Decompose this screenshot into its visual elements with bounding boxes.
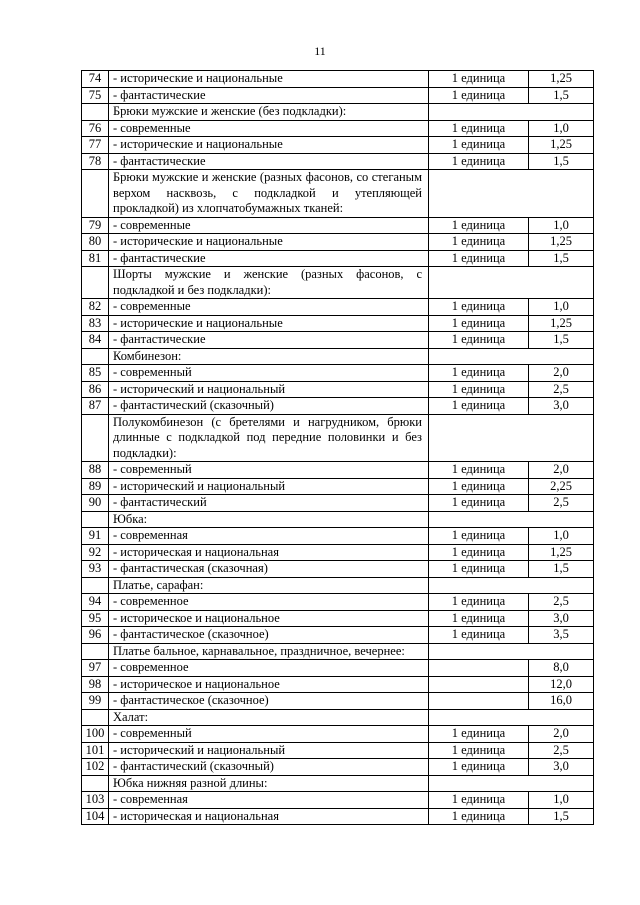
row-number: 81	[82, 250, 109, 267]
table-row	[82, 381, 594, 398]
row-number: 94	[82, 594, 109, 611]
row-number: 90	[82, 495, 109, 512]
item-name: - фантастический (сказочный)	[109, 398, 429, 415]
row-number: 97	[82, 660, 109, 677]
table-row	[82, 153, 594, 170]
section-header-row	[82, 709, 594, 726]
section-header-row	[82, 267, 594, 299]
item-name: - фантастический (сказочный)	[109, 759, 429, 776]
unit-cell	[429, 643, 594, 660]
unit-cell: 1 единица	[429, 462, 529, 479]
item-name: - историческая и национальная	[109, 544, 429, 561]
row-number: 76	[82, 120, 109, 137]
coefficient-value: 1,0	[529, 792, 594, 809]
row-number-cell	[82, 775, 109, 792]
unit-cell: 1 единица	[429, 299, 529, 316]
section-header-text: Шорты мужские и женские (разных фасонов, с подкладкой и без подкладки):	[109, 267, 429, 299]
item-name: - фантастическая (сказочная)	[109, 561, 429, 578]
unit-cell: 1 единица	[429, 315, 529, 332]
table-row	[82, 315, 594, 332]
coefficient-value: 1,5	[529, 561, 594, 578]
item-name: - историческое и национальное	[109, 610, 429, 627]
row-number: 83	[82, 315, 109, 332]
coefficient-value: 3,0	[529, 610, 594, 627]
row-number-cell	[82, 348, 109, 365]
coefficient-value: 1,5	[529, 250, 594, 267]
row-number: 95	[82, 610, 109, 627]
row-number: 87	[82, 398, 109, 415]
row-number-cell	[82, 104, 109, 121]
item-name: - исторические и национальные	[109, 315, 429, 332]
item-name: - современный	[109, 726, 429, 743]
unit-cell: 1 единица	[429, 742, 529, 759]
coefficient-value: 8,0	[529, 660, 594, 677]
unit-cell: 1 единица	[429, 792, 529, 809]
item-name: - современный	[109, 365, 429, 382]
unit-cell: 1 единица	[429, 153, 529, 170]
unit-cell	[429, 693, 529, 710]
unit-cell: 1 единица	[429, 495, 529, 512]
page-number: 11	[314, 44, 326, 58]
row-number-cell	[82, 170, 109, 218]
table-row	[82, 137, 594, 154]
unit-cell	[429, 577, 594, 594]
section-header-row	[82, 170, 594, 218]
coefficient-value: 3,0	[529, 398, 594, 415]
row-number: 100	[82, 726, 109, 743]
table-row	[82, 742, 594, 759]
item-name: - современные	[109, 217, 429, 234]
table-row	[82, 120, 594, 137]
section-header-row	[82, 348, 594, 365]
table-row	[82, 478, 594, 495]
coefficient-value: 1,25	[529, 234, 594, 251]
row-number: 98	[82, 676, 109, 693]
section-header-row	[82, 414, 594, 462]
coefficient-value: 12,0	[529, 676, 594, 693]
unit-cell: 1 единица	[429, 250, 529, 267]
coefficient-value: 1,25	[529, 544, 594, 561]
table-row	[82, 660, 594, 677]
item-name: - современное	[109, 660, 429, 677]
table-row	[82, 71, 594, 88]
item-name: - фантастический	[109, 495, 429, 512]
coefficient-value: 3,0	[529, 759, 594, 776]
row-number: 85	[82, 365, 109, 382]
unit-cell: 1 единица	[429, 137, 529, 154]
unit-cell	[429, 775, 594, 792]
row-number: 93	[82, 561, 109, 578]
row-number-cell	[82, 414, 109, 462]
coefficient-value: 1,0	[529, 528, 594, 545]
table-row	[82, 627, 594, 644]
table-row	[82, 365, 594, 382]
row-number-cell	[82, 511, 109, 528]
item-name: - фантастические	[109, 153, 429, 170]
coefficient-value: 2,0	[529, 726, 594, 743]
table-row	[82, 87, 594, 104]
table-row	[82, 462, 594, 479]
table-row	[82, 528, 594, 545]
row-number: 88	[82, 462, 109, 479]
table-row	[82, 250, 594, 267]
item-name: - исторические и национальные	[109, 71, 429, 88]
row-number-cell	[82, 709, 109, 726]
unit-cell	[429, 414, 594, 462]
unit-cell: 1 единица	[429, 610, 529, 627]
item-name: - исторический и национальный	[109, 478, 429, 495]
row-number: 86	[82, 381, 109, 398]
section-header-row	[82, 577, 594, 594]
unit-cell: 1 единица	[429, 120, 529, 137]
unit-cell	[429, 267, 594, 299]
table-row	[82, 332, 594, 349]
table-row	[82, 610, 594, 627]
section-header-row	[82, 775, 594, 792]
table-row	[82, 299, 594, 316]
row-number: 74	[82, 71, 109, 88]
unit-cell	[429, 660, 529, 677]
table-row	[82, 234, 594, 251]
item-name: - современная	[109, 792, 429, 809]
table-row	[82, 792, 594, 809]
coefficient-value: 1,5	[529, 808, 594, 825]
row-number: 92	[82, 544, 109, 561]
unit-cell: 1 единица	[429, 808, 529, 825]
section-header-row	[82, 104, 594, 121]
coefficient-value: 2,5	[529, 381, 594, 398]
unit-cell: 1 единица	[429, 561, 529, 578]
coefficient-value: 3,5	[529, 627, 594, 644]
row-number: 91	[82, 528, 109, 545]
table-row	[82, 398, 594, 415]
item-name: - исторические и национальные	[109, 137, 429, 154]
coefficient-value: 2,25	[529, 478, 594, 495]
table-row	[82, 726, 594, 743]
row-number-cell	[82, 643, 109, 660]
table-row	[82, 561, 594, 578]
item-name: - современные	[109, 299, 429, 316]
unit-cell	[429, 676, 529, 693]
coefficient-value: 1,0	[529, 217, 594, 234]
row-number: 79	[82, 217, 109, 234]
table-row	[82, 808, 594, 825]
coefficient-value: 1,0	[529, 120, 594, 137]
row-number: 80	[82, 234, 109, 251]
unit-cell	[429, 348, 594, 365]
unit-cell: 1 единица	[429, 594, 529, 611]
unit-cell: 1 единица	[429, 217, 529, 234]
coefficient-value: 1,0	[529, 299, 594, 316]
row-number: 89	[82, 478, 109, 495]
section-header-text: Платье бальное, карнавальное, праздничное, вечернее:	[109, 643, 429, 660]
row-number: 99	[82, 693, 109, 710]
coefficient-value: 2,5	[529, 742, 594, 759]
table-row	[82, 693, 594, 710]
coefficient-value: 1,5	[529, 332, 594, 349]
item-name: - современное	[109, 594, 429, 611]
item-name: - фантастические	[109, 87, 429, 104]
coefficient-value: 2,0	[529, 462, 594, 479]
unit-cell: 1 единица	[429, 234, 529, 251]
norms-table-body	[82, 71, 594, 825]
row-number: 102	[82, 759, 109, 776]
item-name: - историческое и национальное	[109, 676, 429, 693]
unit-cell: 1 единица	[429, 71, 529, 88]
section-header-text: Халат:	[109, 709, 429, 726]
coefficient-value: 1,5	[529, 153, 594, 170]
coefficient-value: 1,5	[529, 87, 594, 104]
unit-cell	[429, 511, 594, 528]
coefficient-value: 1,25	[529, 71, 594, 88]
unit-cell: 1 единица	[429, 381, 529, 398]
row-number: 78	[82, 153, 109, 170]
unit-cell	[429, 104, 594, 121]
unit-cell: 1 единица	[429, 726, 529, 743]
coefficient-value: 2,5	[529, 495, 594, 512]
coefficient-value: 2,5	[529, 594, 594, 611]
unit-cell: 1 единица	[429, 87, 529, 104]
coefficient-value: 2,0	[529, 365, 594, 382]
item-name: - историческая и национальная	[109, 808, 429, 825]
unit-cell: 1 единица	[429, 759, 529, 776]
section-header-text: Полукомбинезон (с бретелями и нагрудником, брюки длинные с подкладкой под передние половинки и без подкладки):	[109, 414, 429, 462]
table-row	[82, 217, 594, 234]
item-name: - фантастические	[109, 250, 429, 267]
row-number: 104	[82, 808, 109, 825]
table-row	[82, 676, 594, 693]
section-header-row	[82, 643, 594, 660]
coefficient-value: 16,0	[529, 693, 594, 710]
item-name: - современный	[109, 462, 429, 479]
section-header-text: Юбка:	[109, 511, 429, 528]
norms-table	[81, 70, 594, 825]
row-number-cell	[82, 577, 109, 594]
table-row	[82, 495, 594, 512]
row-number: 103	[82, 792, 109, 809]
unit-cell: 1 единица	[429, 398, 529, 415]
item-name: - фантастическое (сказочное)	[109, 693, 429, 710]
section-header-text: Платье, сарафан:	[109, 577, 429, 594]
item-name: - исторический и национальный	[109, 381, 429, 398]
unit-cell: 1 единица	[429, 365, 529, 382]
row-number: 101	[82, 742, 109, 759]
coefficient-value: 1,25	[529, 315, 594, 332]
unit-cell: 1 единица	[429, 332, 529, 349]
item-name: - современные	[109, 120, 429, 137]
item-name: - исторические и национальные	[109, 234, 429, 251]
row-number: 84	[82, 332, 109, 349]
row-number-cell	[82, 267, 109, 299]
item-name: - исторический и национальный	[109, 742, 429, 759]
section-header-row	[82, 511, 594, 528]
table-row	[82, 759, 594, 776]
unit-cell	[429, 709, 594, 726]
section-header-text: Брюки мужские и женские (разных фасонов, со стеганым верхом насквозь, с подкладкой и утепляющей прокладкой) из хлопчатобумажных тканей:	[109, 170, 429, 218]
coefficient-value: 1,25	[529, 137, 594, 154]
row-number: 82	[82, 299, 109, 316]
unit-cell: 1 единица	[429, 544, 529, 561]
item-name: - современная	[109, 528, 429, 545]
unit-cell	[429, 170, 594, 218]
item-name: - фантастическое (сказочное)	[109, 627, 429, 644]
section-header-text: Брюки мужские и женские (без подкладки):	[109, 104, 429, 121]
unit-cell: 1 единица	[429, 528, 529, 545]
section-header-text: Юбка нижняя разной длины:	[109, 775, 429, 792]
unit-cell: 1 единица	[429, 627, 529, 644]
row-number: 77	[82, 137, 109, 154]
table-row	[82, 594, 594, 611]
unit-cell: 1 единица	[429, 478, 529, 495]
row-number: 96	[82, 627, 109, 644]
item-name: - фантастические	[109, 332, 429, 349]
table-row	[82, 544, 594, 561]
section-header-text: Комбинезон:	[109, 348, 429, 365]
row-number: 75	[82, 87, 109, 104]
